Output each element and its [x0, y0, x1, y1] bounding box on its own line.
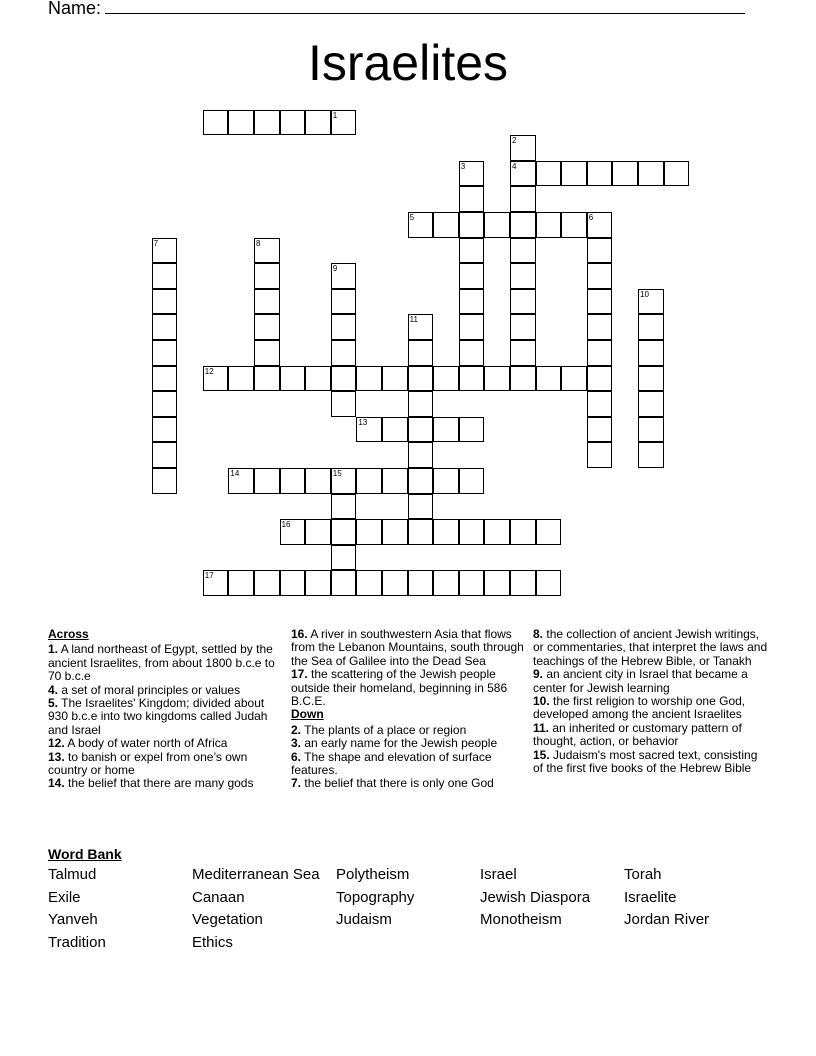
clue-text: a set of moral principles or values	[61, 682, 241, 697]
grid-cell[interactable]	[459, 468, 485, 494]
clue-text: the first religion to worship one God, developed among the ancient Israelites	[533, 694, 746, 722]
across-clue	[48, 684, 284, 697]
grid-cell[interactable]	[587, 366, 613, 392]
grid-cell[interactable]	[484, 212, 510, 238]
grid-cell[interactable]	[587, 442, 613, 468]
down-clue	[533, 722, 769, 749]
grid-cell[interactable]	[510, 314, 536, 340]
word-bank-item: Vegetation	[192, 911, 263, 929]
grid-cell[interactable]	[331, 519, 357, 545]
clue-column-1	[48, 628, 284, 791]
grid-cell[interactable]	[510, 366, 536, 392]
clue-label: 3.	[291, 736, 302, 751]
down-clue	[533, 695, 769, 722]
clue-text: The Israelites' Kingdom; divided about 930 b.c.e into two kingdoms called Judah and Israel	[48, 696, 268, 737]
clue-text: Judaism's most sacred text, consisting of the first five books of the Hebrew Bible	[533, 747, 758, 776]
clue-number: 8	[256, 238, 261, 248]
grid-cell[interactable]	[408, 468, 434, 494]
grid-cell[interactable]	[510, 135, 536, 161]
grid-cell[interactable]	[228, 468, 254, 494]
grid-cell[interactable]	[382, 468, 408, 494]
grid-cell[interactable]	[587, 238, 613, 264]
grid-cell[interactable]	[510, 212, 536, 238]
grid-cell[interactable]	[254, 314, 280, 340]
grid-cell[interactable]	[331, 263, 357, 289]
grid-cell[interactable]	[305, 519, 331, 545]
clue-label: 6.	[291, 749, 302, 764]
grid-cell[interactable]	[203, 110, 229, 136]
grid-cell[interactable]	[152, 314, 178, 340]
word-bank-item: Monotheism	[480, 911, 562, 929]
grid-cell[interactable]	[408, 494, 434, 520]
down-clue	[291, 777, 527, 790]
grid-cell[interactable]	[433, 417, 459, 443]
word-bank-item: Judaism	[336, 911, 392, 929]
clue-number: 7	[153, 238, 159, 248]
clue-number: 16	[281, 520, 291, 530]
grid-cell[interactable]	[587, 417, 613, 443]
grid-cell[interactable]	[228, 366, 254, 392]
clue-number: 2	[512, 136, 517, 146]
grid-cell[interactable]	[408, 212, 434, 238]
across-clue	[48, 777, 284, 790]
grid-cell[interactable]	[510, 238, 536, 264]
clue-label: 8.	[533, 627, 544, 641]
down-clue	[291, 724, 527, 737]
grid-cell[interactable]	[536, 570, 562, 596]
grid-cell[interactable]	[280, 519, 306, 545]
grid-cell[interactable]	[536, 212, 562, 238]
grid-cell[interactable]	[331, 110, 357, 136]
grid-cell[interactable]	[152, 238, 178, 264]
grid-cell[interactable]	[331, 494, 357, 520]
clue-text: the belief that there is only one God	[304, 776, 494, 791]
grid-cell[interactable]	[433, 212, 459, 238]
grid-cell[interactable]	[536, 161, 562, 187]
clue-label: 7.	[291, 776, 302, 791]
grid-cell[interactable]	[459, 289, 485, 315]
grid-cell[interactable]	[331, 545, 357, 571]
clue-column-2	[291, 628, 527, 791]
grid-cell[interactable]	[510, 570, 536, 596]
word-bank-item: Yanveh	[48, 911, 98, 929]
grid-cell[interactable]	[459, 570, 485, 596]
clue-number: 5	[409, 213, 415, 222]
across-clue	[48, 643, 284, 683]
grid-cell[interactable]	[408, 417, 434, 443]
grid-cell[interactable]	[254, 238, 280, 264]
grid-cell[interactable]	[433, 570, 459, 596]
grid-cell[interactable]	[382, 570, 408, 596]
down-clue	[291, 737, 527, 750]
clue-text: The plants of a place or region	[304, 722, 467, 737]
across-clue	[48, 751, 284, 778]
grid-cell[interactable]	[152, 289, 178, 315]
grid-cell[interactable]	[280, 366, 306, 392]
down-clue	[533, 668, 769, 695]
clue-number: 6	[588, 213, 594, 222]
clue-label: 15.	[533, 747, 550, 762]
grid-cell[interactable]	[408, 314, 434, 340]
grid-cell[interactable]	[331, 468, 357, 494]
grid-cell[interactable]	[331, 391, 357, 417]
clue-number: 15	[332, 469, 342, 478]
grid-cell[interactable]	[152, 366, 178, 392]
down-clue	[533, 628, 769, 668]
clue-label: 10.	[533, 694, 550, 709]
grid-cell[interactable]	[331, 289, 357, 315]
clue-label: 12.	[48, 736, 65, 751]
clue-label: 4.	[48, 682, 59, 697]
clue-label: 9.	[533, 667, 544, 682]
grid-cell[interactable]	[228, 110, 254, 136]
grid-cell[interactable]	[408, 391, 434, 417]
clue-number: 12	[204, 366, 214, 376]
grid-cell[interactable]	[254, 289, 280, 315]
clue-section-heading: Down	[291, 707, 324, 722]
clue-number: 14	[230, 469, 240, 478]
grid-cell[interactable]	[254, 263, 280, 289]
grid-cell[interactable]	[459, 161, 485, 187]
grid-cell[interactable]	[305, 366, 331, 392]
word-bank-item: Ethics	[192, 934, 233, 952]
grid-cell[interactable]	[408, 340, 434, 366]
grid-cell[interactable]	[510, 186, 536, 212]
clue-text: A body of water north of Africa	[67, 736, 228, 751]
clue-number: 4	[512, 161, 517, 171]
clue-label: 14.	[48, 776, 65, 791]
grid-cell[interactable]	[638, 442, 664, 468]
clue-label: 5.	[48, 696, 59, 711]
grid-cell[interactable]	[331, 314, 357, 340]
clue-number: 11	[409, 315, 418, 325]
grid-cell[interactable]	[408, 442, 434, 468]
grid-cell[interactable]	[510, 519, 536, 545]
grid-cell[interactable]	[459, 366, 485, 392]
grid-cell[interactable]	[382, 366, 408, 392]
clue-number: 9	[332, 264, 338, 274]
grid-cell[interactable]	[331, 366, 357, 392]
down-clue	[533, 749, 769, 776]
grid-cell[interactable]	[152, 442, 178, 468]
grid-cell[interactable]	[459, 238, 485, 264]
grid-cell[interactable]	[152, 340, 178, 366]
grid-cell[interactable]	[587, 314, 613, 340]
word-bank-item: Jordan River	[624, 911, 710, 929]
clue-label: 1.	[48, 642, 59, 657]
grid-cell[interactable]	[612, 161, 638, 187]
word-bank-item: Canaan	[192, 888, 245, 906]
grid-cell[interactable]	[408, 519, 434, 545]
clue-text: to banish or expel from one’s own country or home	[48, 749, 248, 778]
page-title: Israelites	[307, 35, 509, 91]
grid-cell[interactable]	[152, 263, 178, 289]
word-bank-item: Torah	[624, 866, 662, 883]
grid-cell[interactable]	[254, 110, 280, 136]
grid-cell[interactable]	[382, 519, 408, 545]
grid-cell[interactable]	[331, 570, 357, 596]
grid-cell[interactable]	[408, 366, 434, 392]
grid-cell[interactable]	[254, 340, 280, 366]
grid-cell[interactable]	[484, 519, 510, 545]
grid-cell[interactable]	[587, 161, 613, 187]
clue-text: A land northeast of Egypt, settled by the ancient Israelites, from about 1800 b.c.e to 70 b.c.e	[48, 642, 275, 684]
word-bank-item: Polytheism	[336, 866, 410, 883]
clue-label: 11.	[533, 720, 550, 735]
grid-cell[interactable]	[587, 340, 613, 366]
word-bank-item: Israel	[480, 866, 517, 883]
grid-cell[interactable]	[587, 391, 613, 417]
across-clue	[291, 668, 527, 708]
grid-cell[interactable]	[459, 519, 485, 545]
grid-cell[interactable]	[459, 340, 485, 366]
grid-cell[interactable]	[356, 468, 382, 494]
clue-label: 17.	[291, 667, 308, 682]
grid-cell[interactable]	[459, 314, 485, 340]
word-bank-item: Talmud	[48, 866, 97, 883]
grid-cell[interactable]	[638, 366, 664, 392]
grid-cell[interactable]	[459, 417, 485, 443]
word-bank-item: Tradition	[48, 934, 106, 952]
across-clue	[291, 628, 527, 668]
grid-cell[interactable]	[664, 161, 690, 187]
grid-cell[interactable]	[433, 468, 459, 494]
clue-text: The shape and elevation of surface features.	[291, 749, 492, 778]
grid-cell[interactable]	[459, 212, 485, 238]
grid-cell[interactable]	[280, 570, 306, 596]
grid-cell[interactable]	[510, 263, 536, 289]
grid-cell[interactable]	[638, 417, 664, 443]
across-clue	[48, 737, 284, 750]
grid-cell[interactable]	[433, 519, 459, 545]
word-bank-item: Israelite	[624, 888, 677, 906]
down-clue	[291, 751, 527, 778]
clue-label: 2.	[291, 722, 302, 737]
grid-cell[interactable]	[305, 468, 331, 494]
grid-cell[interactable]	[433, 366, 459, 392]
word-bank-item: Exile	[48, 888, 81, 906]
clue-number: 1	[332, 110, 338, 120]
clue-column-3	[533, 628, 769, 775]
clue-number: 17	[204, 571, 214, 581]
word-bank-item: Jewish Diaspora	[480, 888, 591, 906]
clue-text: an early name for the Jewish people	[304, 736, 498, 751]
clue-text: an inherited or customary pattern of thought, action, or behavior	[533, 720, 742, 749]
grid-cell[interactable]	[254, 570, 280, 596]
grid-cell[interactable]	[587, 289, 613, 315]
grid-cell[interactable]	[382, 417, 408, 443]
grid-cell[interactable]	[561, 212, 587, 238]
clue-label: 13.	[48, 749, 65, 764]
grid-cell[interactable]	[561, 161, 587, 187]
grid-cell[interactable]	[638, 340, 664, 366]
clue-number: 3	[460, 161, 466, 171]
grid-cell[interactable]	[484, 366, 510, 392]
grid-cell[interactable]	[254, 468, 280, 494]
grid-cell[interactable]	[587, 212, 613, 238]
grid-cell[interactable]	[152, 391, 178, 417]
grid-cell[interactable]	[203, 366, 229, 392]
clue-text: the belief that there are many gods	[68, 776, 254, 791]
grid-cell[interactable]	[638, 391, 664, 417]
grid-cell[interactable]	[356, 417, 382, 443]
clue-text: the collection of ancient Jewish writings, or commentaries, that interpret the laws and teachings of the Hebrew Bible, or Tanakh	[533, 627, 768, 668]
grid-cell[interactable]	[356, 366, 382, 392]
grid-cell[interactable]	[280, 110, 306, 136]
grid-cell[interactable]	[638, 289, 664, 315]
grid-cell[interactable]	[152, 468, 178, 494]
grid-cell[interactable]	[638, 314, 664, 340]
name-label: Name:	[48, 0, 102, 18]
clue-label: 16.	[291, 627, 308, 641]
grid-cell[interactable]	[638, 161, 664, 187]
clue-text: an ancient city in Israel that became a center for Jewish learning	[533, 667, 748, 695]
grid-cell[interactable]	[254, 366, 280, 392]
grid-cell[interactable]	[203, 570, 229, 596]
grid-cell[interactable]	[536, 519, 562, 545]
grid-cell[interactable]	[356, 570, 382, 596]
clue-number: 13	[358, 417, 368, 427]
grid-cell[interactable]	[459, 186, 485, 212]
clue-text: A river in southwestern Asia that flows from the Lebanon Mountains, south through the Sea of Galilee into the Dead Sea	[291, 627, 524, 668]
word-bank-item: Topography	[336, 888, 415, 906]
grid-cell[interactable]	[510, 289, 536, 315]
grid-cell[interactable]	[331, 340, 357, 366]
grid-cell[interactable]	[228, 570, 254, 596]
grid-cell[interactable]	[561, 366, 587, 392]
grid-cell[interactable]	[152, 417, 178, 443]
grid-cell[interactable]	[356, 519, 382, 545]
clue-section-heading: Across	[48, 627, 89, 641]
clue-text: the scattering of the Jewish people outside their homeland, beginning in 586 B.C.E.	[291, 667, 508, 709]
grid-cell[interactable]	[510, 340, 536, 366]
clue-number: 10	[640, 289, 649, 299]
grid-cell[interactable]	[305, 570, 331, 596]
word-bank-heading: Word Bank	[48, 846, 122, 862]
grid-cell[interactable]	[587, 263, 613, 289]
grid-cell[interactable]	[510, 161, 536, 187]
grid-cell[interactable]	[305, 110, 331, 136]
across-clue	[48, 697, 284, 737]
grid-cell[interactable]	[408, 570, 434, 596]
grid-cell[interactable]	[280, 468, 306, 494]
grid-cell[interactable]	[459, 263, 485, 289]
grid-cell[interactable]	[536, 366, 562, 392]
grid-cell[interactable]	[484, 570, 510, 596]
word-bank-item: Mediterranean Sea	[192, 866, 320, 883]
